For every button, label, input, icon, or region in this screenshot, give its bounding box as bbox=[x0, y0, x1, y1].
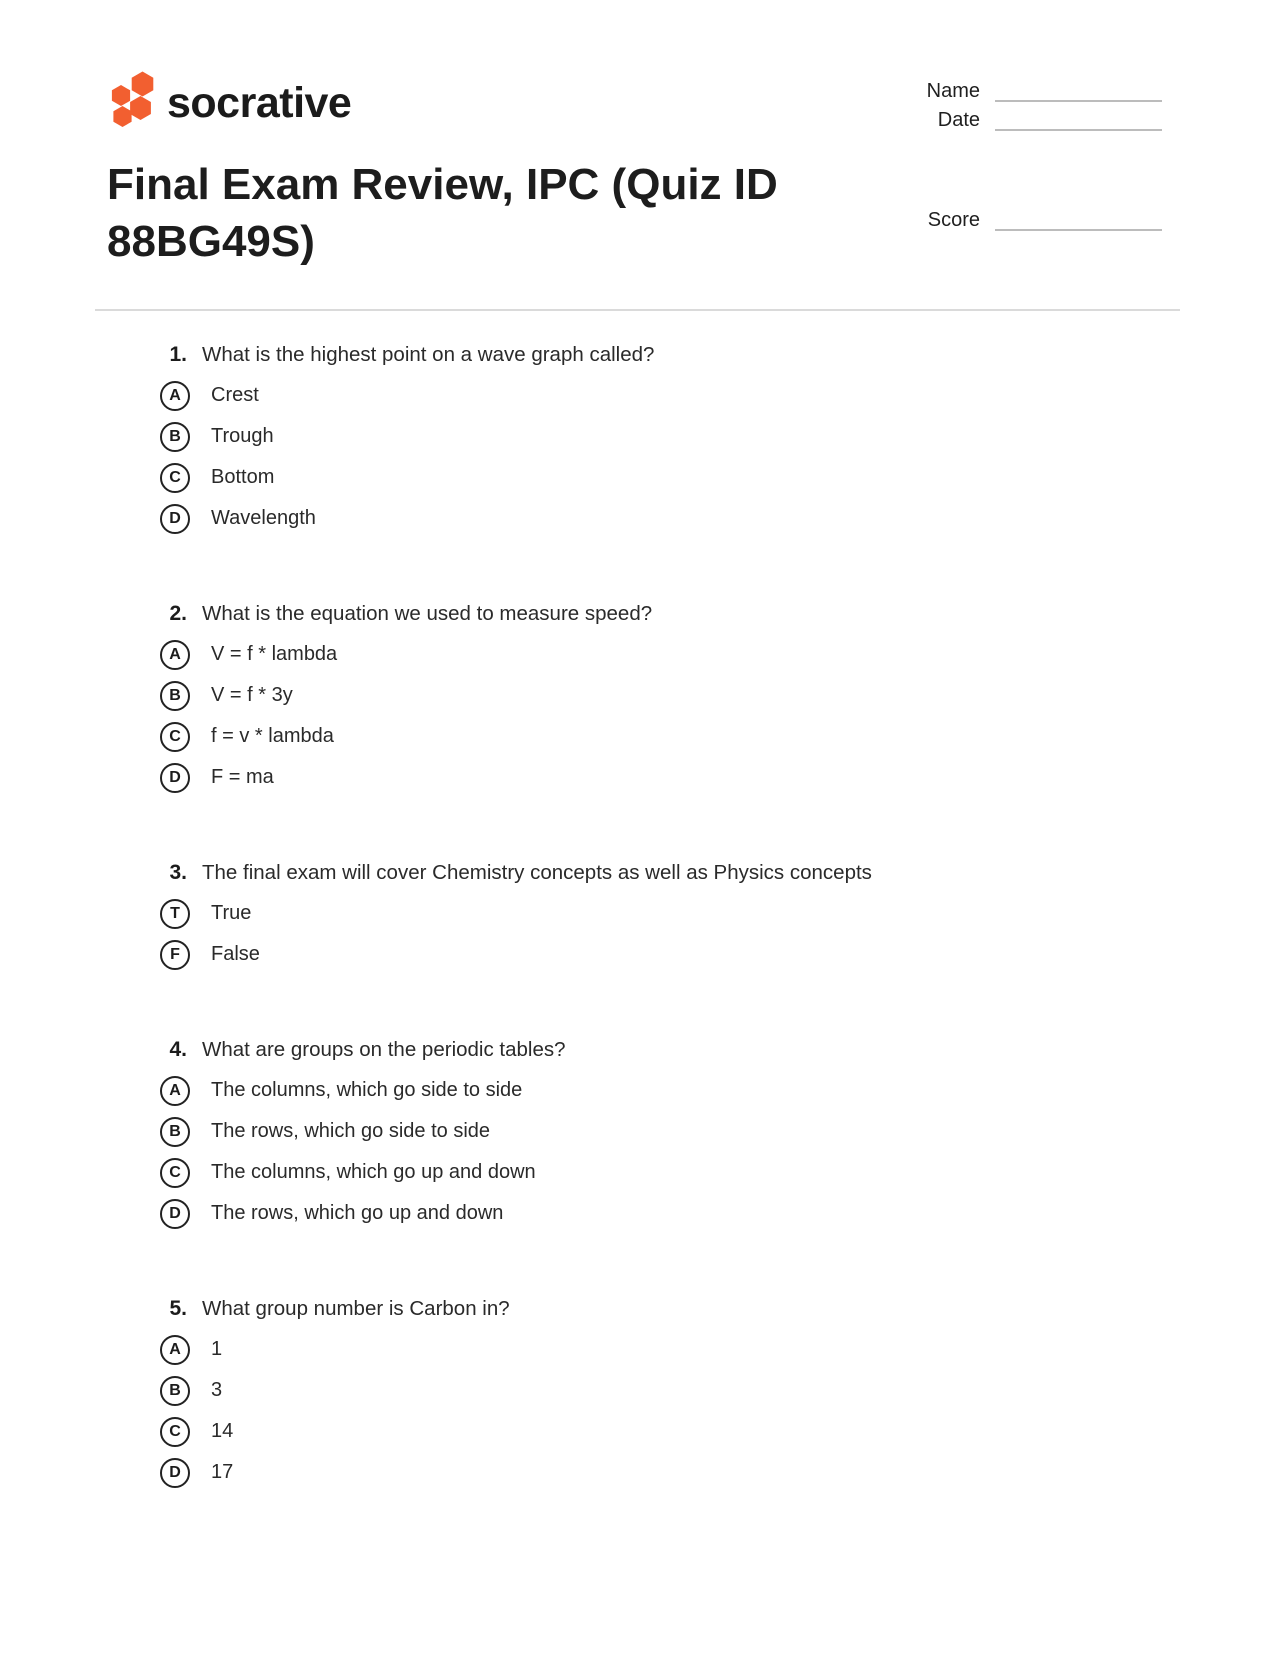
score-blank-line[interactable] bbox=[995, 207, 1162, 231]
option-label: V = f * 3y bbox=[211, 684, 293, 706]
quiz-title: Final Exam Review, IPC (Quiz ID 88BG49S) bbox=[107, 160, 778, 267]
hexagon-cluster-icon bbox=[110, 70, 156, 127]
socrative-logo bbox=[110, 70, 351, 127]
option-label: The rows, which go up and down bbox=[211, 1202, 504, 1224]
question-4 bbox=[100, 1036, 1195, 1234]
option-bubble[interactable]: C bbox=[160, 1158, 190, 1188]
question-header bbox=[100, 1295, 1195, 1322]
option-label: Crest bbox=[211, 384, 259, 406]
option-label: f = v * lambda bbox=[211, 725, 334, 747]
option-bubble[interactable]: T bbox=[160, 899, 190, 929]
option-bubble[interactable]: F bbox=[160, 940, 190, 970]
name-field bbox=[875, 80, 1165, 102]
question-text: What are groups on the periodic tables? bbox=[202, 1038, 566, 1061]
question-5 bbox=[100, 1295, 1195, 1493]
option-bubble[interactable]: C bbox=[160, 463, 190, 493]
date-blank-line[interactable] bbox=[995, 107, 1162, 131]
answer-option bbox=[100, 1193, 1195, 1234]
score-label: Score bbox=[927, 209, 980, 231]
answer-option bbox=[100, 1329, 1195, 1370]
answer-option bbox=[100, 457, 1195, 498]
answer-option bbox=[100, 416, 1195, 457]
option-label: Bottom bbox=[211, 466, 275, 488]
answer-option bbox=[100, 1370, 1195, 1411]
score-field-block bbox=[875, 209, 1165, 238]
option-label: Trough bbox=[211, 425, 274, 447]
option-bubble[interactable]: B bbox=[160, 422, 190, 452]
question-text: What is the highest point on a wave graph called? bbox=[202, 343, 655, 366]
answer-option bbox=[100, 1111, 1195, 1152]
answer-option bbox=[100, 1452, 1195, 1493]
question-number: 3. bbox=[169, 861, 187, 884]
question-list bbox=[100, 341, 1195, 1554]
option-bubble[interactable]: D bbox=[160, 1458, 190, 1488]
answer-option bbox=[100, 716, 1195, 757]
option-label: 1 bbox=[211, 1338, 223, 1360]
date-field bbox=[875, 109, 1165, 131]
brand-wordmark: socrative bbox=[167, 79, 352, 127]
question-header bbox=[100, 600, 1195, 627]
option-bubble[interactable]: B bbox=[160, 1117, 190, 1147]
name-label: Name bbox=[926, 80, 980, 102]
option-bubble[interactable]: C bbox=[160, 1417, 190, 1447]
answer-option bbox=[100, 498, 1195, 539]
question-text: What group number is Carbon in? bbox=[202, 1297, 510, 1320]
question-header bbox=[100, 859, 1195, 886]
option-label: 3 bbox=[211, 1379, 223, 1401]
question-number: 2. bbox=[169, 602, 187, 625]
question-2 bbox=[100, 600, 1195, 798]
question-header bbox=[100, 1036, 1195, 1063]
option-bubble[interactable]: A bbox=[160, 381, 190, 411]
answer-option bbox=[100, 1411, 1195, 1452]
question-number: 1. bbox=[169, 343, 187, 366]
question-number: 5. bbox=[169, 1297, 187, 1320]
option-bubble[interactable]: A bbox=[160, 1335, 190, 1365]
answer-option bbox=[100, 757, 1195, 798]
option-label: False bbox=[211, 943, 260, 965]
question-1 bbox=[100, 341, 1195, 539]
option-bubble[interactable]: D bbox=[160, 1199, 190, 1229]
header-divider bbox=[95, 309, 1180, 311]
option-label: The rows, which go side to side bbox=[211, 1120, 491, 1142]
option-label: 17 bbox=[211, 1461, 234, 1483]
option-bubble[interactable]: B bbox=[160, 681, 190, 711]
answer-option bbox=[100, 934, 1195, 975]
option-bubble[interactable]: A bbox=[160, 1076, 190, 1106]
date-label: Date bbox=[937, 109, 980, 131]
question-3 bbox=[100, 859, 1195, 975]
name-blank-line[interactable] bbox=[995, 78, 1162, 102]
score-field bbox=[875, 209, 1165, 231]
option-label: True bbox=[211, 902, 252, 924]
student-info-fields bbox=[875, 80, 1165, 138]
option-bubble[interactable]: D bbox=[160, 504, 190, 534]
option-label: 14 bbox=[211, 1420, 234, 1442]
answer-option bbox=[100, 675, 1195, 716]
option-label: The columns, which go side to side bbox=[211, 1079, 523, 1101]
question-number: 4. bbox=[169, 1038, 187, 1061]
option-bubble[interactable]: C bbox=[160, 722, 190, 752]
answer-option bbox=[100, 1070, 1195, 1111]
option-label: V = f * lambda bbox=[211, 643, 338, 665]
option-label: F = ma bbox=[211, 766, 274, 788]
question-text: The final exam will cover Chemistry concepts as well as Physics concepts bbox=[202, 861, 872, 884]
option-label: Wavelength bbox=[211, 507, 316, 529]
question-header bbox=[100, 341, 1195, 368]
answer-option bbox=[100, 893, 1195, 934]
answer-option bbox=[100, 634, 1195, 675]
option-bubble[interactable]: B bbox=[160, 1376, 190, 1406]
option-bubble[interactable]: D bbox=[160, 763, 190, 793]
question-text: What is the equation we used to measure speed? bbox=[202, 602, 653, 625]
option-label: The columns, which go up and down bbox=[211, 1161, 536, 1183]
answer-option bbox=[100, 375, 1195, 416]
option-bubble[interactable]: A bbox=[160, 640, 190, 670]
answer-option bbox=[100, 1152, 1195, 1193]
